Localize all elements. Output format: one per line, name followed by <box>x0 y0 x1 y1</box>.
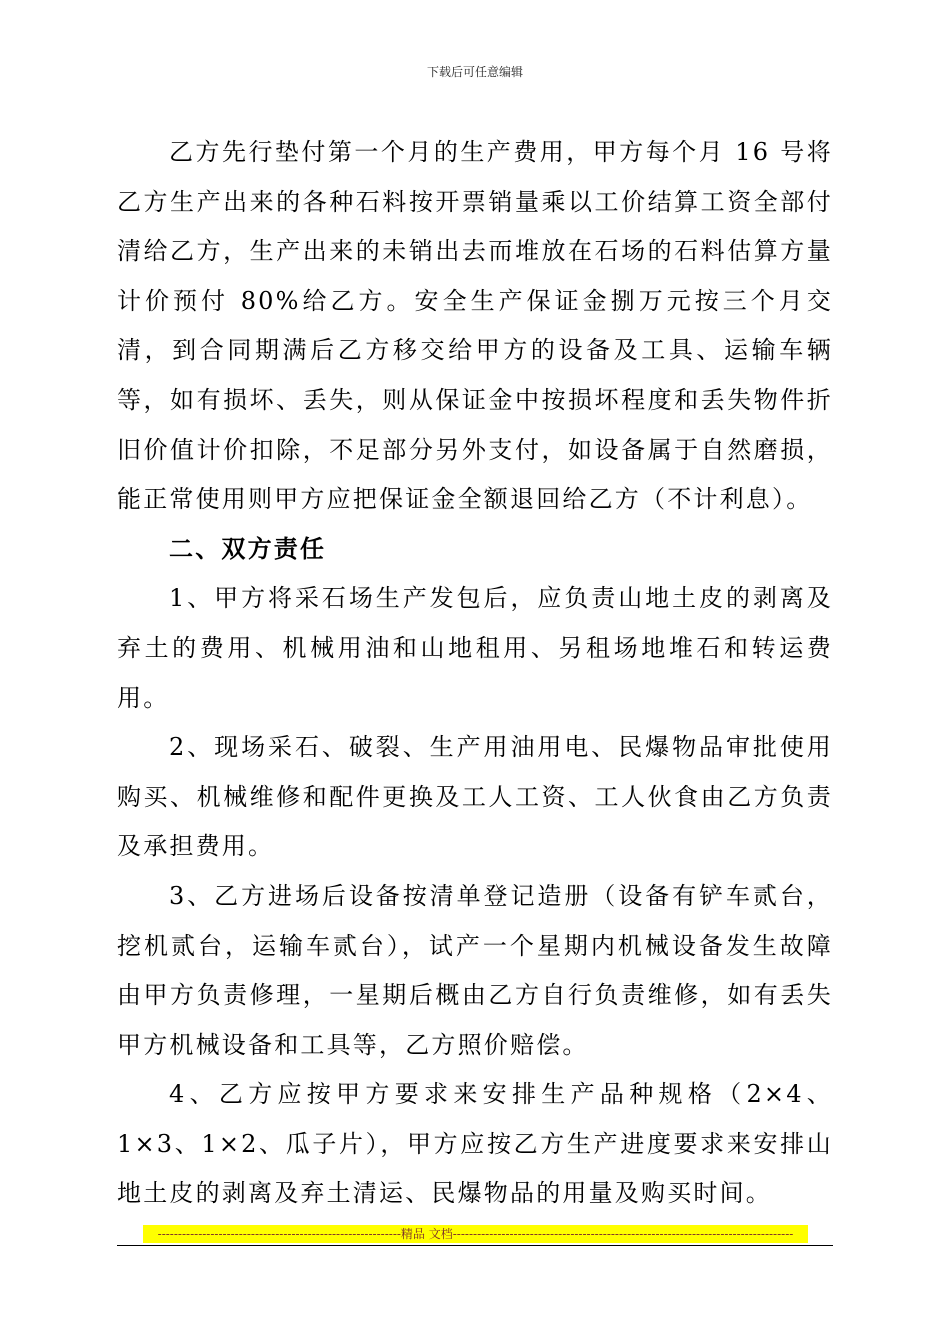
clause-4: 4、乙方应按甲方要求来安排生产品种规格（2×4、1×3、1×2、瓜子片），甲方应按乙方生产进度要求来安排山地土皮的剥离及弃土清运、民爆物品的用量及购买时间。 <box>117 1080 833 1208</box>
clause-1: 1、甲方将采石场生产发包后，应负责山地土皮的剥离及弃土的费用、机械用油和山地租用、另租场地堆石和转运费用。 <box>117 584 833 712</box>
footer-watermark: ------------------------------------------------------------精品 文档------------------------------------------------------------------------------------ <box>143 1225 808 1243</box>
page-header: 下载后可任意编辑 <box>426 65 523 79</box>
footer-divider <box>117 1245 833 1246</box>
paragraph-payment-terms: 乙方先行垫付第一个月的生产费用，甲方每个月 16 号将乙方生产出来的各种石料按开票销量乘以工价结算工资全部付清给乙方，生产出来的未销出去而堆放在石场的石料估算方量计价预付 80%给乙方。安全生产保证金捌万元按三个月交清，到合同期满后乙方移交给甲方的设备及工具、运输车辆等，如有损坏、丢失，则从保证金中按损坏程度和丢失物件折旧价值计价扣除，不足部分另外支付，如设备属于自然磨损，能正常使用则甲方应把保证金全额退回给乙方（不计利息）。 <box>117 138 833 514</box>
section-heading-responsibilities: 二、双方责任 <box>169 534 327 563</box>
document-body <box>117 128 833 1219</box>
clause-3: 3、乙方进场后设备按清单登记造册（设备有铲车贰台，挖机贰台，运输车贰台），试产一个星期内机械设备发生故障由甲方负责修理，一星期后概由乙方自行负责维修，如有丢失甲方机械设备和工具等，乙方照价赔偿。 <box>117 881 833 1059</box>
clause-2: 2、现场采石、破裂、生产用油用电、民爆物品审批使用购买、机械维修和配件更换及工人工资、工人伙食由乙方负责及承担费用。 <box>117 733 833 861</box>
